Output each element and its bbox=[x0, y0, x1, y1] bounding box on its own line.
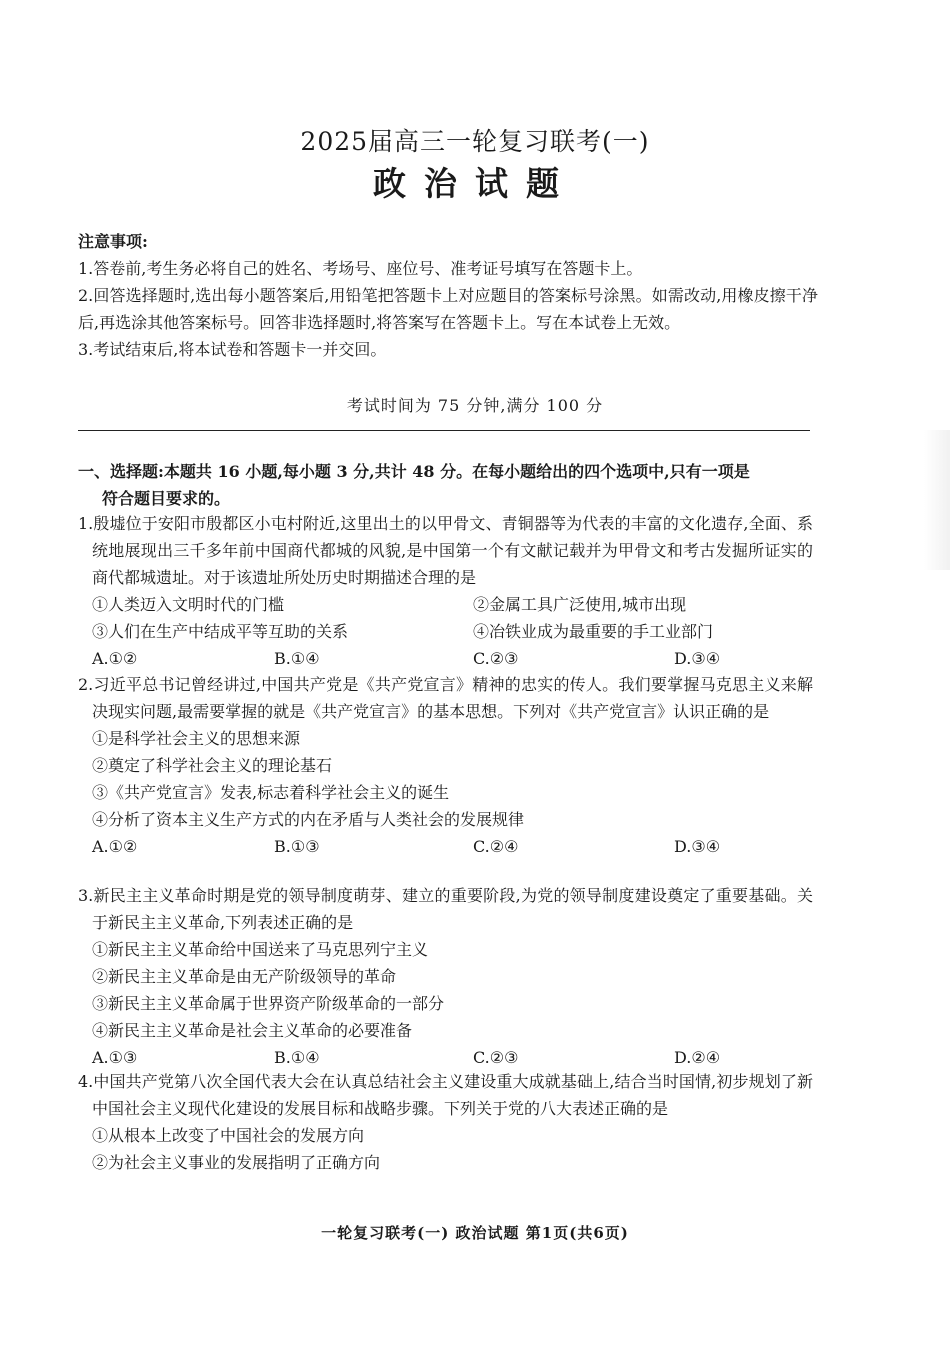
statement: ②为社会主义事业的发展指明了正确方向 bbox=[92, 1153, 381, 1172]
question-stem: 2.习近平总书记曾经讲过,中国共产党是《共产党宣言》精神的忠实的传人。我们要掌握马克思主义来解决现实问题,最需要掌握的就是《共产党宣言》的基本思想。下列对《共产党宣言》认识正确的是 bbox=[78, 675, 813, 721]
answer-option: B.①④ bbox=[274, 649, 320, 668]
answer-option: A.①③ bbox=[92, 1048, 138, 1067]
answer-row bbox=[78, 833, 813, 860]
statement-row bbox=[78, 591, 813, 618]
section-heading bbox=[78, 458, 813, 512]
answer-row bbox=[78, 1044, 813, 1071]
answer-option: C.②④ bbox=[473, 837, 519, 856]
answer-option: B.①③ bbox=[274, 837, 320, 856]
statement: ③新民主主义革命属于世界资产阶级革命的一部分 bbox=[92, 994, 445, 1013]
divider-line bbox=[78, 430, 810, 431]
page-footer: 一轮复习联考(一) 政治试题 第1页(共6页) bbox=[321, 1224, 629, 1242]
statement: ④新民主主义革命是社会主义革命的必要准备 bbox=[92, 1021, 413, 1040]
statement: ①是科学社会主义的思想来源 bbox=[92, 729, 301, 748]
section-heading-line: 一、选择题:本题共 16 小题,每小题 3 分,共计 48 分。在每小题给出的四个选项中,只有一项是 bbox=[78, 462, 750, 481]
answer-option: A.①② bbox=[92, 837, 138, 856]
question-2 bbox=[78, 671, 813, 860]
note-item: 1.答卷前,考生务必将自己的姓名、考场号、座位号、准考证号填写在答题卡上。 bbox=[78, 259, 643, 278]
section-heading-line: 符合题目要求的。 bbox=[102, 489, 231, 508]
note-item: 3.考试结束后,将本试卷和答题卡一并交回。 bbox=[78, 340, 387, 359]
answer-option: D.②④ bbox=[674, 1048, 721, 1067]
statement: ①新民主主义革命给中国送来了马克思列宁主义 bbox=[92, 940, 429, 959]
statement: ①人类迈入文明时代的门槛 bbox=[92, 595, 285, 614]
question-3 bbox=[78, 882, 813, 1071]
answer-option: A.①② bbox=[92, 649, 138, 668]
statement: ②金属工具广泛使用,城市出现 bbox=[473, 595, 687, 614]
statement: ②奠定了科学社会主义的理论基石 bbox=[92, 756, 333, 775]
question-1 bbox=[78, 510, 813, 672]
statement: ④分析了资本主义生产方式的内在矛盾与人类社会的发展规律 bbox=[92, 810, 525, 829]
statement: ③人们在生产中结成平等互助的关系 bbox=[92, 622, 349, 641]
statement: ②新民主主义革命是由无产阶级领导的革命 bbox=[92, 967, 397, 986]
question-stem: 1.殷墟位于安阳市殷都区小屯村附近,这里出土的以甲骨文、青铜器等为代表的丰富的文化遗存,全面、系统地展现出三千多年前中国商代都城的风貌,是中国第一个有文献记载并为甲骨文和考古发掘所证实的商代都城遗址。对于该遗址所处历史时期描述合理的是 bbox=[78, 514, 813, 587]
statement: ③《共产党宣言》发表,标志着科学社会主义的诞生 bbox=[92, 783, 450, 802]
answer-option: B.①④ bbox=[274, 1048, 320, 1067]
exam-series-title: 2025届高三一轮复习联考(一) bbox=[300, 127, 650, 156]
answer-row bbox=[78, 645, 813, 672]
answer-option: D.③④ bbox=[674, 649, 721, 668]
note-item: 2.回答选择题时,选出每小题答案后,用铅笔把答题卡上对应题目的答案标号涂黑。如需改动,用橡皮擦干净后,再选涂其他答案标号。回答非选择题时,将答案写在答题卡上。写在本试卷上无效。 bbox=[78, 286, 818, 332]
statement: ④冶铁业成为最重要的手工业部门 bbox=[473, 622, 714, 641]
answer-option: C.②③ bbox=[473, 649, 519, 668]
scan-edge-shadow bbox=[924, 430, 950, 570]
notes-heading: 注意事项: bbox=[78, 232, 148, 251]
statement-row bbox=[78, 618, 813, 645]
exam-time: 考试时间为 75 分钟,满分 100 分 bbox=[346, 396, 604, 415]
answer-option: D.③④ bbox=[674, 837, 721, 856]
question-stem: 3.新民主主义革命时期是党的领导制度萌芽、建立的重要阶段,为党的领导制度建设奠定了重要基础。关于新民主主义革命,下列表述正确的是 bbox=[78, 886, 813, 932]
subject-title: 政治试题 bbox=[373, 164, 577, 203]
question-4 bbox=[78, 1068, 813, 1176]
statement: ①从根本上改变了中国社会的发展方向 bbox=[92, 1126, 365, 1145]
notes-block bbox=[78, 228, 818, 363]
answer-option: C.②③ bbox=[473, 1048, 519, 1067]
question-stem: 4.中国共产党第八次全国代表大会在认真总结社会主义建设重大成就基础上,结合当时国情,初步规划了新中国社会主义现代化建设的发展目标和战略步骤。下列关于党的八大表述正确的是 bbox=[78, 1072, 813, 1118]
